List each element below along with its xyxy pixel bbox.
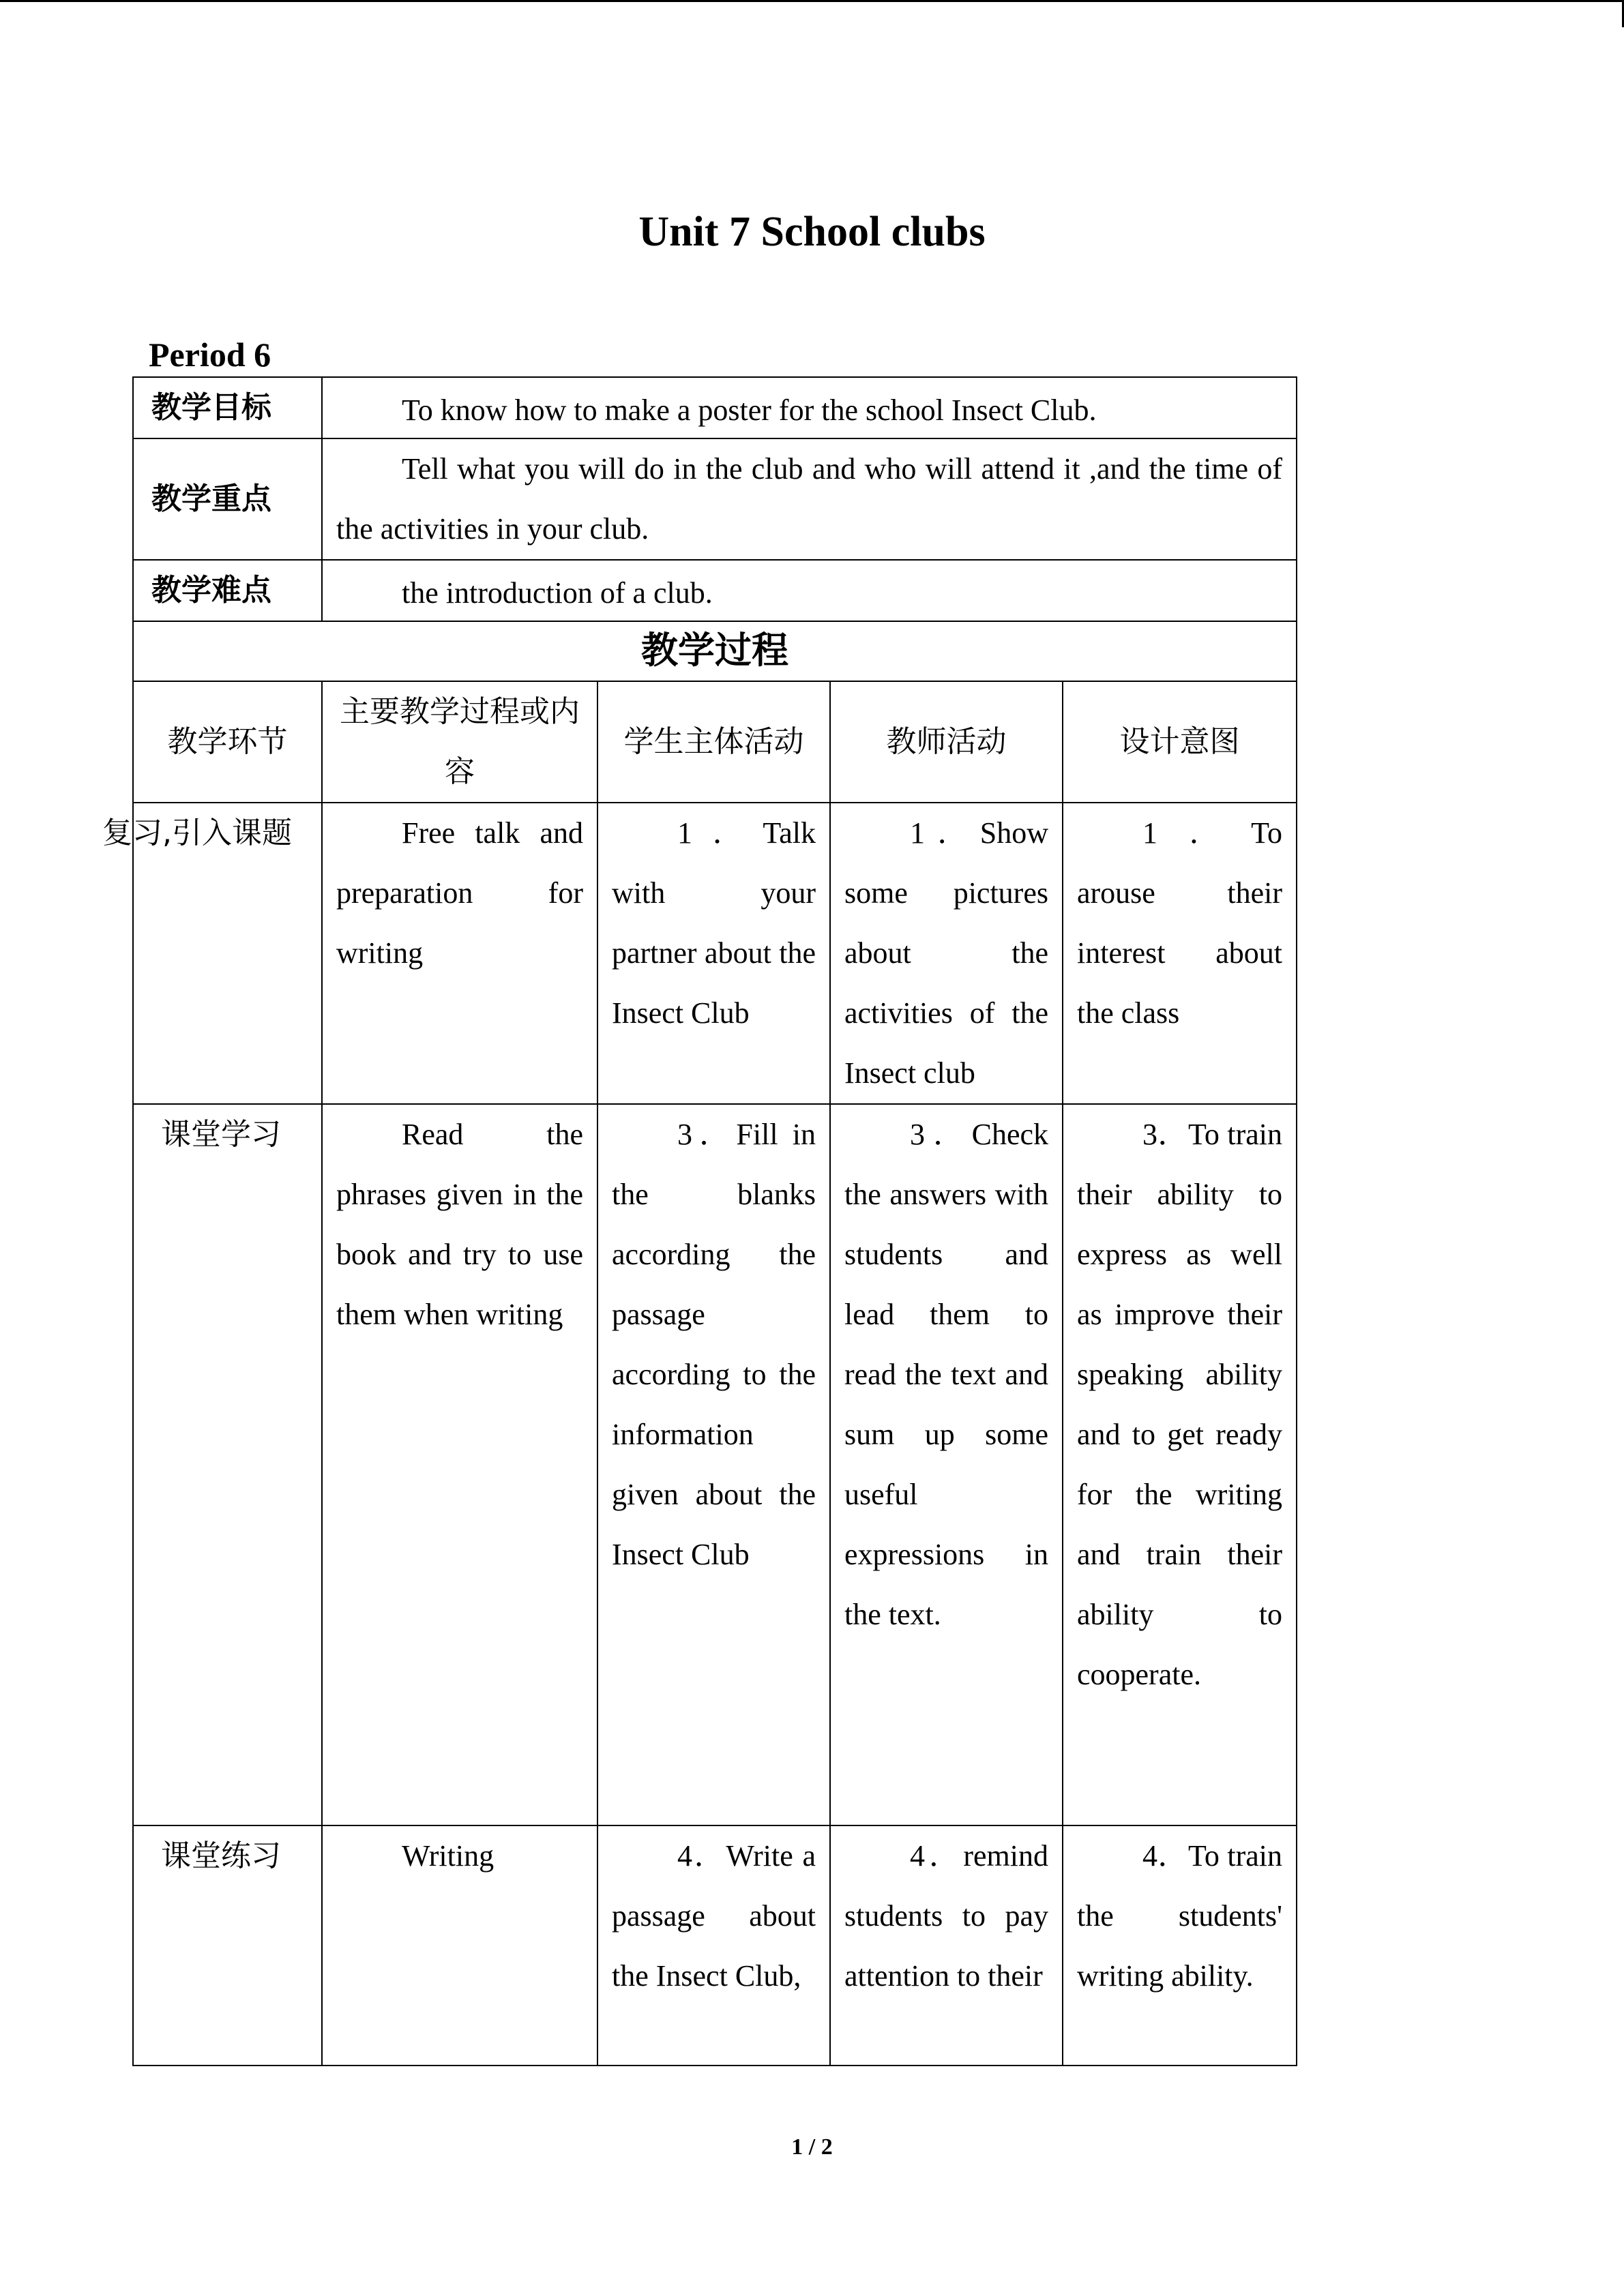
row2-student: 3．Fill in the blanks according the passage according to the information given about the Insect Club xyxy=(612,1118,816,1571)
row1-design: 1．To arouse their interest about the class xyxy=(1077,816,1282,1030)
page-top-border xyxy=(0,0,1624,2)
process-title: 教学过程 xyxy=(133,621,1297,681)
goal-row xyxy=(133,377,1297,438)
key-row xyxy=(133,438,1297,560)
table-row xyxy=(133,1825,1297,2066)
row3-student: 4．Write a passage about the Insect Club, xyxy=(612,1839,816,1993)
difficulty-row xyxy=(133,560,1297,621)
row2-content: Read the phrases given in the book and try to use them when writing xyxy=(336,1118,583,1331)
difficulty-text: the introduction of a club. xyxy=(402,576,713,610)
row1-stage: 复习,引入课题 xyxy=(102,816,292,850)
period-label: Period 6 xyxy=(149,336,271,374)
header-design: 设计意图 xyxy=(1063,681,1297,803)
row1-student: 1．Talk with your partner about the Insect Club xyxy=(612,816,816,1030)
row3-design: 4．To train the students' writing ability. xyxy=(1077,1839,1282,1993)
header-row xyxy=(133,681,1297,803)
row3-teacher: 4．remind students to pay attention to their xyxy=(844,1839,1048,1993)
row3-stage: 课堂练习 xyxy=(161,1838,281,1873)
row2-design: 3．To train their ability to express as well as improve their speaking ability and to get ready for the writing and train their ability to cooperate. xyxy=(1077,1118,1282,1691)
goal-label: 教学目标 xyxy=(133,377,322,438)
row2-stage: 课堂学习 xyxy=(161,1117,281,1152)
table-row xyxy=(133,803,1297,1104)
document-title: Unit 7 School clubs xyxy=(638,209,986,255)
difficulty-label: 教学难点 xyxy=(133,560,322,621)
header-teacher: 教师活动 xyxy=(830,681,1063,803)
table-row xyxy=(133,1104,1297,1825)
header-student: 学生主体活动 xyxy=(597,681,830,803)
key-text: Tell what you will do in the club and who will attend it ,and the time of the activities in your club. xyxy=(336,452,1282,546)
row1-teacher: 1．Show some pictures about the activities of the Insect club xyxy=(844,816,1048,1090)
lesson-plan-table xyxy=(102,376,1297,2066)
goal-text: To know how to make a poster for the school Insect Club. xyxy=(402,393,1097,427)
page-number: 1 / 2 xyxy=(791,2134,833,2160)
process-title-row xyxy=(133,621,1297,681)
header-stage: 教学环节 xyxy=(133,681,322,803)
row2-teacher: 3．Check the answers with students and lead them to read the text and sum up some useful expressions in the text. xyxy=(844,1118,1048,1631)
row3-content: Writing xyxy=(402,1839,494,1873)
row1-content: Free talk and preparation for writing xyxy=(336,816,583,970)
key-label: 教学重点 xyxy=(133,438,322,560)
header-content: 主要教学过程或内容 xyxy=(322,681,597,803)
